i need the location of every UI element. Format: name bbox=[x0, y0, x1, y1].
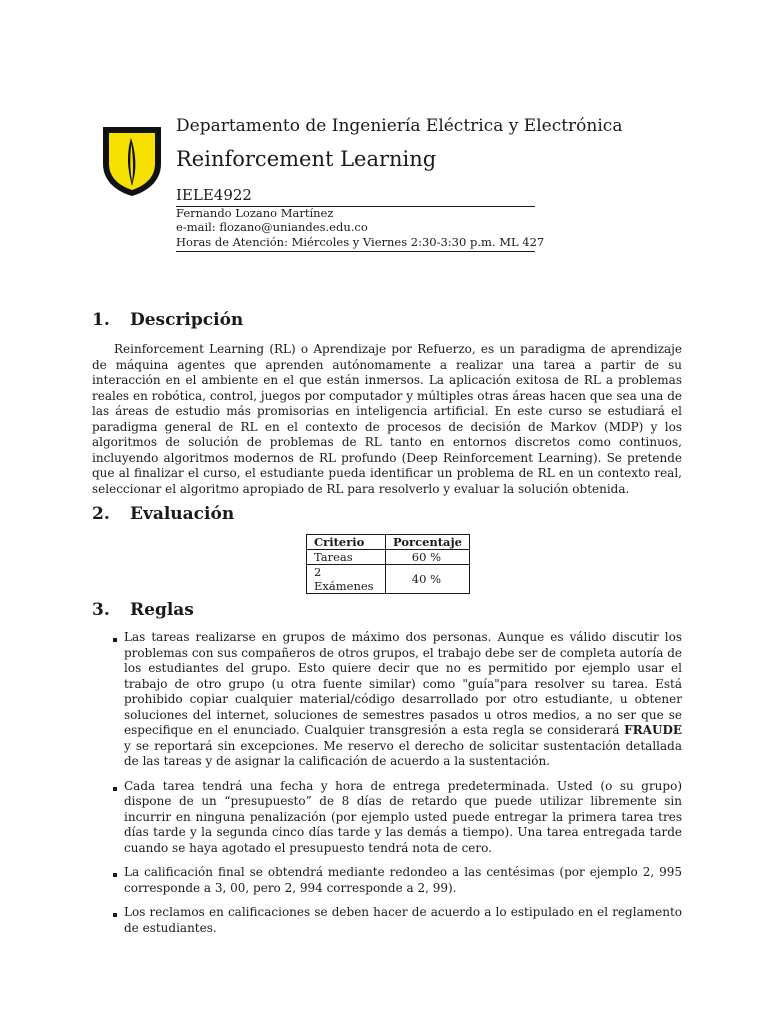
office-hours: Horas de Atención: Miércoles y Viernes 2:30-3:30 p.m. ML 427 bbox=[176, 235, 545, 249]
section-title: Evaluación bbox=[130, 504, 235, 524]
section-number: 2. bbox=[92, 504, 110, 524]
bullet-icon bbox=[113, 787, 117, 791]
bullet-icon bbox=[113, 873, 117, 877]
table-header-criterion: Criterio bbox=[307, 535, 386, 550]
list-item bbox=[92, 905, 682, 936]
bullet-icon bbox=[113, 913, 117, 917]
section-number: 1. bbox=[92, 310, 110, 330]
section-heading-description bbox=[92, 310, 243, 330]
section-heading-rules bbox=[92, 600, 194, 620]
table-cell-criterion: 2 Exámenes bbox=[307, 565, 386, 594]
table-header-row bbox=[307, 535, 470, 550]
table-cell-percent: 60 % bbox=[386, 550, 470, 565]
section-title: Descripción bbox=[130, 310, 244, 330]
university-logo bbox=[100, 124, 164, 198]
table-row bbox=[307, 565, 470, 594]
rule-text: Los reclamos en calificaciones se deben hacer de acuerdo a lo estipulado en el reglamento de estudiantes. bbox=[124, 905, 682, 935]
bullet-icon bbox=[113, 638, 117, 642]
rule-text-bold: FRAUDE bbox=[624, 723, 682, 737]
header-rule-bottom bbox=[176, 251, 535, 252]
table-cell-criterion: Tareas bbox=[307, 550, 386, 565]
course-code: IELE4922 bbox=[176, 186, 252, 204]
section-title: Reglas bbox=[130, 600, 194, 620]
section-number: 3. bbox=[92, 600, 110, 620]
rule-text: Cada tarea tendrá una fecha y hora de entrega predeterminada. Usted (o su grupo) dispone de un “presupuesto” de 8 días de retardo que puede utilizar libremente sin incurrir en ninguna penalización (por ejemplo usted puede entregar la primera tarea tres días tarde y la segunda cinco días tarde y las demás a tiempo). Una tarea entregada tarde cuando se haya agotado el presupuesto tendrá nota de cero. bbox=[124, 778, 682, 855]
section-heading-evaluation bbox=[92, 504, 234, 524]
list-item bbox=[92, 779, 682, 857]
department-name: Departamento de Ingeniería Eléctrica y Electrónica bbox=[176, 116, 623, 136]
evaluation-table bbox=[306, 534, 470, 594]
course-title: Reinforcement Learning bbox=[176, 147, 437, 171]
description-paragraph: Reinforcement Learning (RL) o Aprendizaje por Refuerzo, es un paradigma de aprendizaje de máquina agentes que aprenden autónomamente a realizar una tarea a partir de su interacción en el ambiente en el que están inmersos. La aplicación exitosa de RL a problemas reales en robótica, control, juegos por computador y múltiples otras áreas hacen que sea una de las áreas de estudio más promisorias en inteligencia artificial. En este curso se estudiará el paradigma general de RL en el contexto de procesos de decisión de Markov (MDP) y los algoritmos de solución de problemas de RL tanto en entornos discretos como continuos, incluyendo algoritmos modernos de RL profundo (Deep Reinforcement Learning). Se pretende que al finalizar el curso, el estudiante pueda identificar un problema de RL en un contexto real, seleccionar el algoritmo apropiado de RL para resolverlo y evaluar la solución obtenida. bbox=[92, 342, 682, 496]
instructor-name: Fernando Lozano Martínez bbox=[176, 206, 334, 220]
list-item bbox=[92, 865, 682, 896]
rules-list bbox=[92, 630, 682, 945]
table-header-percent: Porcentaje bbox=[386, 535, 470, 550]
table-row bbox=[307, 550, 470, 565]
instructor-email: e-mail: flozano@uniandes.edu.co bbox=[176, 220, 368, 234]
rule-text: La calificación final se obtendrá mediante redondeo a las centésimas (por ejemplo 2, 995 corresponde a 3, 00, pero 2, 994 corresponde a 2, 99). bbox=[124, 865, 682, 895]
list-item bbox=[92, 630, 682, 770]
rule-text: Las tareas realizarse en grupos de máximo dos personas. Aunque es válido discutir los problemas con sus compañeros de otros grupos, el trabajo debe ser de completa autoría de los estudiantes del grupo. Esto quiere decir que no es permitido por ejemplo usar el trabajo de otro grupo (u otra fuente similar) como "guía"para resolver su tarea. Está prohibido copiar cualquier material/código desarrollado por otro estudiante, u obtener soluciones del internet, soluciones de semestres pasados u otros medios, a no ser que se especifique en el enunciado. Cualquier transgresión a esta regla se considerará bbox=[124, 630, 682, 737]
rule-text: y se reportará sin excepciones. Me reservo el derecho de solicitar sustentación detallada de las tareas y de asignar la calificación de acuerdo a la sustentación. bbox=[124, 738, 682, 768]
table-cell-percent: 40 % bbox=[386, 565, 470, 594]
